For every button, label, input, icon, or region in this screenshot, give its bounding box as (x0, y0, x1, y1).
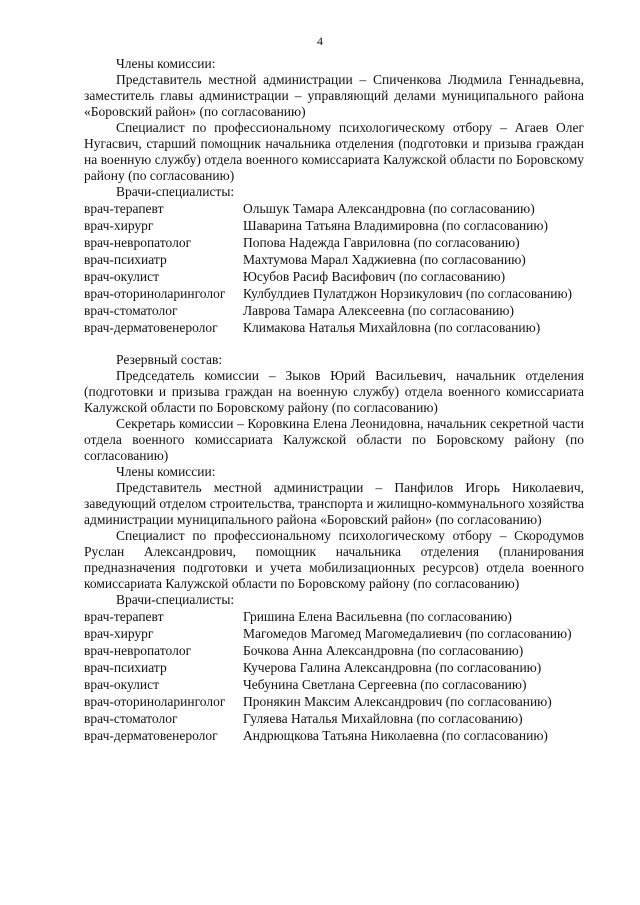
doctor-name: Попова Надежда Гавриловна (по согласованию) (243, 235, 520, 250)
reserve-admin-representative: Представитель местной администрации – Панфилов Игорь Николаевич, заведующий отделом строительства, транспорта и жилищно-коммунального хозяйства администрации муниципального района «Боровский район» (по согласованию) (84, 480, 584, 527)
doctor-role: врач-невропатолог (84, 235, 192, 250)
section-gap (84, 336, 584, 352)
doctor-row (84, 268, 584, 285)
doctor-role: врач-стоматолог (84, 711, 178, 726)
doctor-name: Магомедов Магомед Магомедалиевич (по согласованию) (243, 626, 572, 641)
reserve-psych-specialist: Специалист по профессиональному психологическому отбору – Скородумов Руслан Александрович, помощник начальника отделения (планирования предназначения подготовки и учета мобилизационных ресурсов) отдела военного комиссариата Калужской области по Боровскому району (по согласованию) (84, 528, 584, 591)
doctor-row (84, 642, 584, 659)
reserve-doctors-heading: Врачи-специалисты: (116, 592, 235, 607)
doctor-row (84, 693, 584, 710)
doctor-role: врач-окулист (84, 677, 159, 692)
doctor-name: Махтумова Марал Хаджиевна (по согласованию) (243, 252, 526, 267)
reserve-members-heading: Члены комиссии: (116, 464, 216, 479)
doctor-role: врач-психиатр (84, 660, 167, 675)
doctor-row (84, 200, 584, 217)
doctor-row (84, 319, 584, 336)
document-body (84, 56, 584, 744)
doctor-role: врач-дерматовенеролог (84, 728, 218, 743)
doctor-row (84, 625, 584, 642)
reserve-heading: Резервный состав: (116, 352, 223, 367)
doctor-role: врач-терапевт (84, 609, 164, 624)
doctor-row (84, 302, 584, 319)
doctor-row (84, 217, 584, 234)
doctor-role: врач-психиатр (84, 252, 167, 267)
doctor-row (84, 710, 584, 727)
doctor-name: Гришина Елена Васильевна (по согласованию) (243, 609, 512, 624)
doctor-role: врач-невропатолог (84, 643, 192, 658)
psych-specialist: Специалист по профессиональному психологическому отбору – Агаев Олег Нугасвич, старший помощник начальника отделения (подготовки и призыва граждан на военную службу) отдела военного комиссариата Калужской области по Боровскому району (по согласованию) (84, 120, 584, 183)
doctor-role: врач-стоматолог (84, 303, 178, 318)
doctors-roster (84, 200, 584, 336)
doctor-row (84, 234, 584, 251)
doctor-role: врач-хирург (84, 626, 154, 641)
doctor-role: врач-хирург (84, 218, 154, 233)
reserve-chairman: Председатель комиссии – Зыков Юрий Васильевич, начальник отделения (подготовки и призыва граждан на военную службу) отдела военного комиссариата Калужской области по Боровскому району (по согласованию) (84, 368, 584, 415)
doctor-row (84, 659, 584, 676)
admin-representative: Представитель местной администрации – Спиченкова Людмила Геннадьевна, заместитель главы администрации – управляющий делами муниципального района «Боровский район» (по согласованию) (84, 72, 584, 119)
doctor-role: врач-оториноларинголог (84, 694, 226, 709)
doctor-name: Чебунина Светлана Сергеевна (по согласованию) (243, 677, 527, 692)
page-number: 4 (317, 34, 323, 48)
doctor-name: Кучерова Галина Александровна (по согласованию) (243, 660, 542, 675)
doctor-name: Бочкова Анна Александровна (по согласованию) (243, 643, 524, 658)
doctor-row (84, 676, 584, 693)
reserve-doctors-roster (84, 608, 584, 744)
doctor-name: Кулбулдиев Пулатджон Норзикулович (по согласованию) (243, 286, 573, 301)
doctor-role: врач-дерматовенеролог (84, 320, 218, 335)
doctor-name: Ольшук Тамара Александровна (по согласованию) (243, 201, 535, 216)
doctor-name: Климакова Наталья Михайловна (по согласованию) (243, 320, 541, 335)
doctor-name: Пронякин Максим Александрович (по согласованию) (243, 694, 552, 709)
doctor-name: Шаварина Татьяна Владимировна (по согласованию) (243, 218, 548, 233)
doctor-row (84, 727, 584, 744)
reserve-secretary: Секретарь комиссии – Коровкина Елена Леонидовна, начальник секретной части отдела военного комиссариата Калужской области по Боровскому району (по согласованию) (84, 416, 584, 463)
doctor-role: врач-окулист (84, 269, 159, 284)
doctors-heading: Врачи-специалисты: (116, 184, 235, 199)
doctor-name: Лаврова Тамара Алексеевна (по согласованию) (243, 303, 514, 318)
doctor-name: Андрющкова Татьяна Николаевна (по согласованию) (243, 728, 548, 743)
doctor-name: Гуляева Наталья Михайловна (по согласованию) (243, 711, 523, 726)
doctor-role: врач-оториноларинголог (84, 286, 226, 301)
doctor-role: врач-терапевт (84, 201, 164, 216)
doctor-name: Юсубов Расиф Васифович (по согласованию) (243, 269, 506, 284)
members-heading: Члены комиссии: (116, 56, 216, 71)
doctor-row (84, 608, 584, 625)
doctor-row (84, 251, 584, 268)
doctor-row (84, 285, 584, 302)
